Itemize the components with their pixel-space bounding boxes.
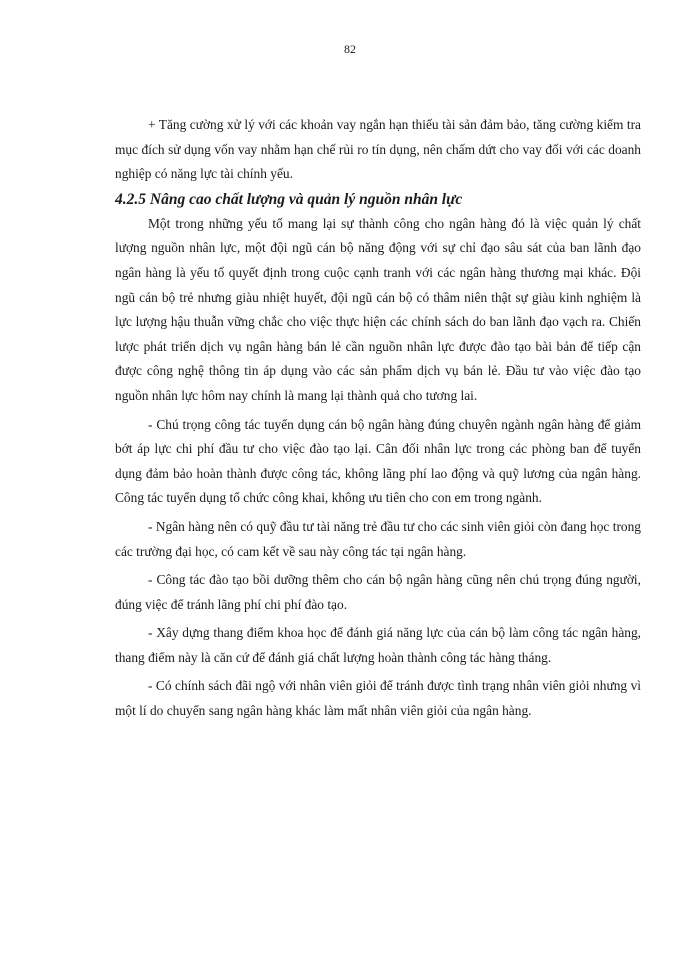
- bullet-paragraph: - Công tác đào tạo bồi dưỡng thêm cho cán bộ ngân hàng cũng nên chú trọng đúng người, đúng việc để tránh lãng phí chi phí đào tạo.: [115, 572, 641, 612]
- intro-paragraph: + Tăng cường xử lý với các khoản vay ngắn hạn thiếu tài sản đảm bảo, tăng cường kiểm tra mục đích sử dụng vốn vay nhằm hạn chế rủi ro tín dụng, nên chấm dứt cho vay đối với các doanh nghiệp có năng lực tài chính yếu.: [115, 117, 641, 182]
- bullet-paragraph: - Xây dựng thang điểm khoa học để đánh giá năng lực của cán bộ làm công tác ngân hàng, thang điểm này là căn cứ để đánh giá chất lượng hoàn thành công tác hàng tháng.: [115, 625, 641, 665]
- body-paragraph: Một trong những yếu tố mang lại sự thành công cho ngân hàng đó là việc quản lý chất lượng nguồn nhân lực, một đội ngũ cán bộ năng động với sự chỉ đạo sâu sát của ban lãnh đạo ngân hàng là yếu tố quyết định trong cuộc cạnh tranh với các ngân hàng thương mại khác. Đội ngũ cán bộ trẻ nhưng giàu nhiệt huyết, đội ngũ cán bộ có thâm niên thật sự giàu kinh nghiệm là lực lượng hậu thuẫn vững chắc cho việc thực hiện các chính sách do ban lãnh đạo vạch ra. Chiến lược phát triển dịch vụ ngân hàng bán lẻ cần nguồn nhân lực được đào tạo bài bản để tiếp cận được công nghệ thông tin áp dụng vào các sản phẩm dịch vụ bán lẻ. Đầu tư vào việc đào tạo nguồn nhân lực hôm nay chính là mang lại thành quả cho tương lai.: [115, 215, 641, 403]
- bullet-paragraph: - Có chính sách đãi ngộ với nhân viên giỏi để tránh được tình trạng nhân viên giỏi nhưng vì một lí do chuyển sang ngân hàng khác làm mất nhân viên giỏi của ngân hàng.: [115, 678, 641, 719]
- bullet-paragraph: - Ngân hàng nên có quỹ đầu tư tài năng trẻ đầu tư cho các sinh viên giỏi còn đang học trong các trường đại học, có cam kết về sau này công tác tại ngân hàng.: [115, 518, 641, 559]
- page-content: [115, 113, 641, 724]
- bullet-paragraph: - Chú trọng công tác tuyển dụng cán bộ ngân hàng đúng chuyên ngành ngân hàng để giảm bớt áp lực chi phí đầu tư cho việc đào tạo lại. Cân đối nhân lực trong các phòng ban để tuyển dụng đảm bảo hoàn thành được công tác, không lãng phí lao động và quỹ lương của ngân hàng. Công tác tuyển dụng tổ chức công khai, không ưu tiên cho con em trong ngành.: [115, 416, 641, 506]
- page-number: 82: [344, 42, 356, 56]
- section-heading: 4.2.5 Nâng cao chất lượng và quản lý nguồn nhân lực: [115, 190, 463, 208]
